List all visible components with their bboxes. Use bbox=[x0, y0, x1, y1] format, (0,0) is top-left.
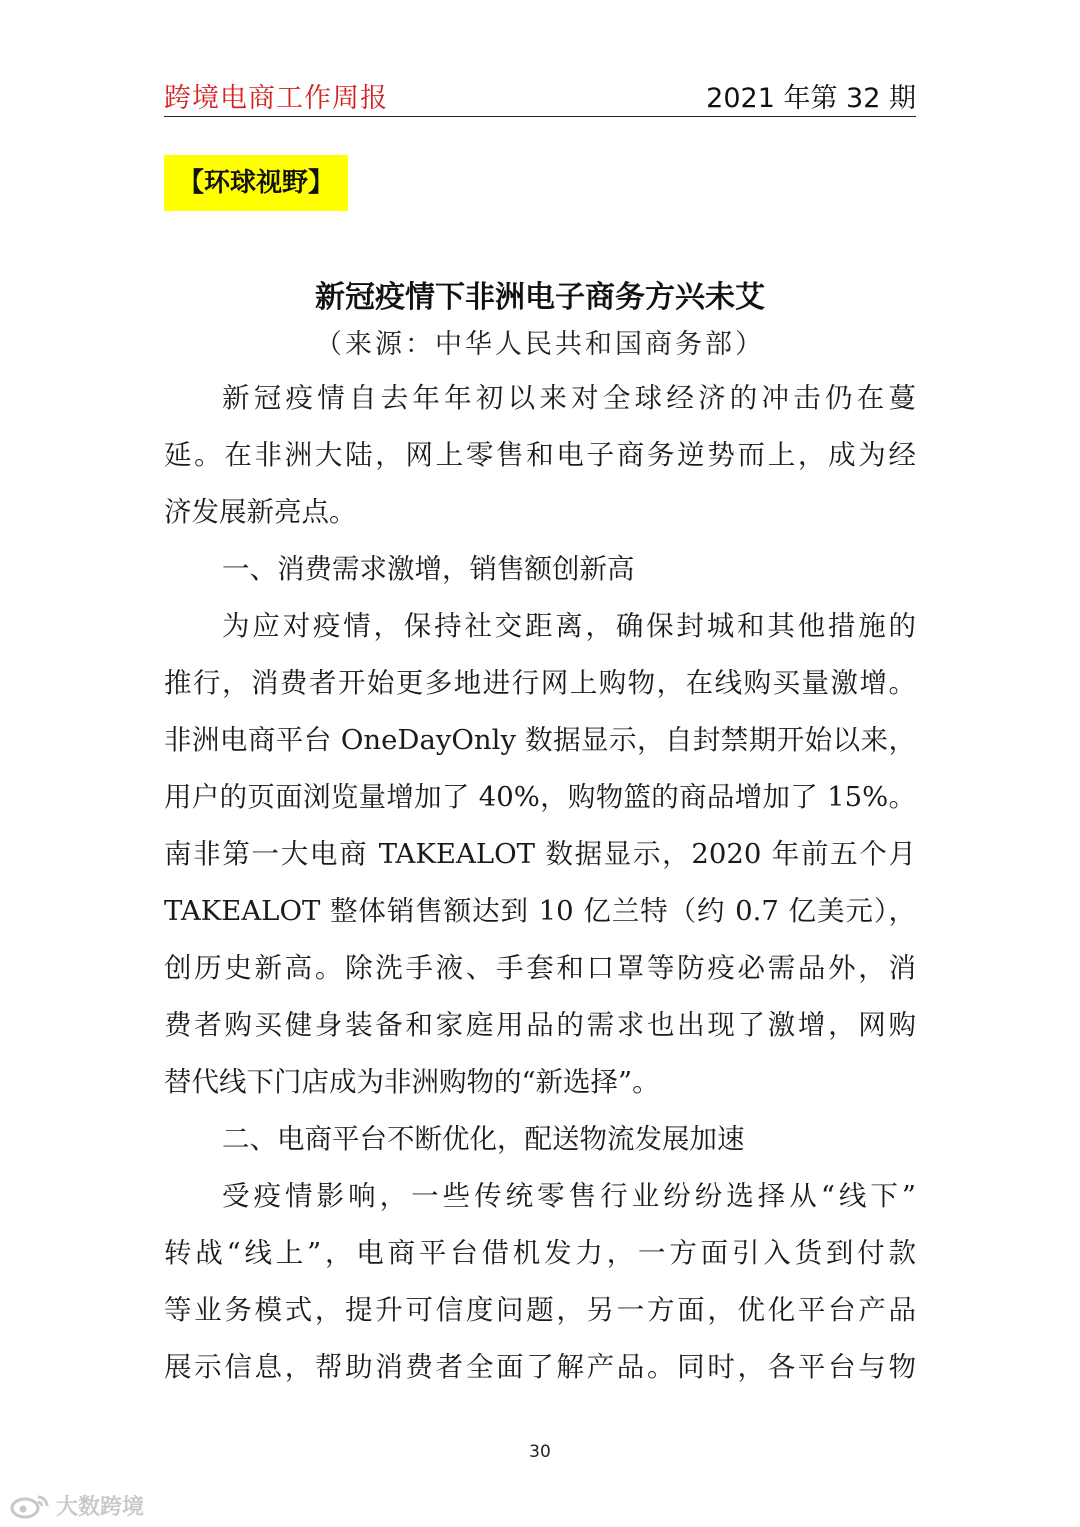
body-line: 创历史新高。除洗手液、手套和口罩等防疫必需品外，消 bbox=[164, 952, 916, 984]
article-source: （来源：中华人民共和国商务部） bbox=[315, 329, 765, 360]
body-line: 用户的页面浏览量增加了 40%，购物篮的商品增加了 15%。 bbox=[164, 781, 916, 813]
body-line: 受疫情影响，一些传统零售行业纷纷选择从“线下” bbox=[222, 1180, 916, 1212]
article-title: 新冠疫情下非洲电子商务方兴未艾 bbox=[315, 280, 765, 315]
section-heading: 一、消费需求激增，销售额创新高 bbox=[222, 553, 635, 585]
body-line: 济发展新亮点。 bbox=[164, 496, 357, 528]
page-header bbox=[164, 72, 916, 117]
body-line: TAKEALOT 整体销售额达到 10 亿兰特（约 0.7 亿美元）， bbox=[164, 895, 916, 927]
page-number: 30 bbox=[529, 1442, 551, 1462]
body-line: 费者购买健身装备和家庭用品的需求也出现了激增，网购 bbox=[164, 1009, 916, 1041]
body-line: 替代线下门店成为非洲购物的“新选择”。 bbox=[164, 1066, 660, 1098]
publication-name: 跨境电商工作周报 bbox=[164, 83, 388, 114]
watermark bbox=[10, 1490, 144, 1521]
body-line: 为应对疫情，保持社交距离，确保封城和其他措施的 bbox=[222, 610, 916, 642]
body-line: 推行，消费者开始更多地进行网上购物，在线购买量激增。 bbox=[164, 667, 916, 699]
weibo-logo-icon bbox=[10, 1493, 50, 1519]
body-line: 新冠疫情自去年年初以来对全球经济的冲击仍在蔓 bbox=[222, 382, 916, 414]
body-line: 等业务模式，提升可信度问题，另一方面，优化平台产品 bbox=[164, 1294, 916, 1326]
section-heading: 二、电商平台不断优化，配送物流发展加速 bbox=[222, 1123, 745, 1155]
section-tag: 【环球视野】 bbox=[164, 155, 348, 211]
body-line: 展示信息，帮助消费者全面了解产品。同时，各平台与物 bbox=[164, 1351, 916, 1383]
watermark-text: 大数跨境 bbox=[56, 1495, 145, 1520]
body-line: 转战“线上”，电商平台借机发力，一方面引入货到付款 bbox=[164, 1237, 916, 1269]
body-line: 延。在非洲大陆，网上零售和电子商务逆势而上，成为经 bbox=[164, 439, 916, 471]
body-line: 南非第一大电商 TAKEALOT 数据显示，2020 年前五个月 bbox=[164, 838, 916, 870]
article-body bbox=[164, 370, 916, 1396]
issue-number: 2021 年第 32 期 bbox=[706, 83, 916, 114]
body-line: 非洲电商平台 OneDayOnly 数据显示，自封禁期开始以来， bbox=[164, 724, 916, 756]
